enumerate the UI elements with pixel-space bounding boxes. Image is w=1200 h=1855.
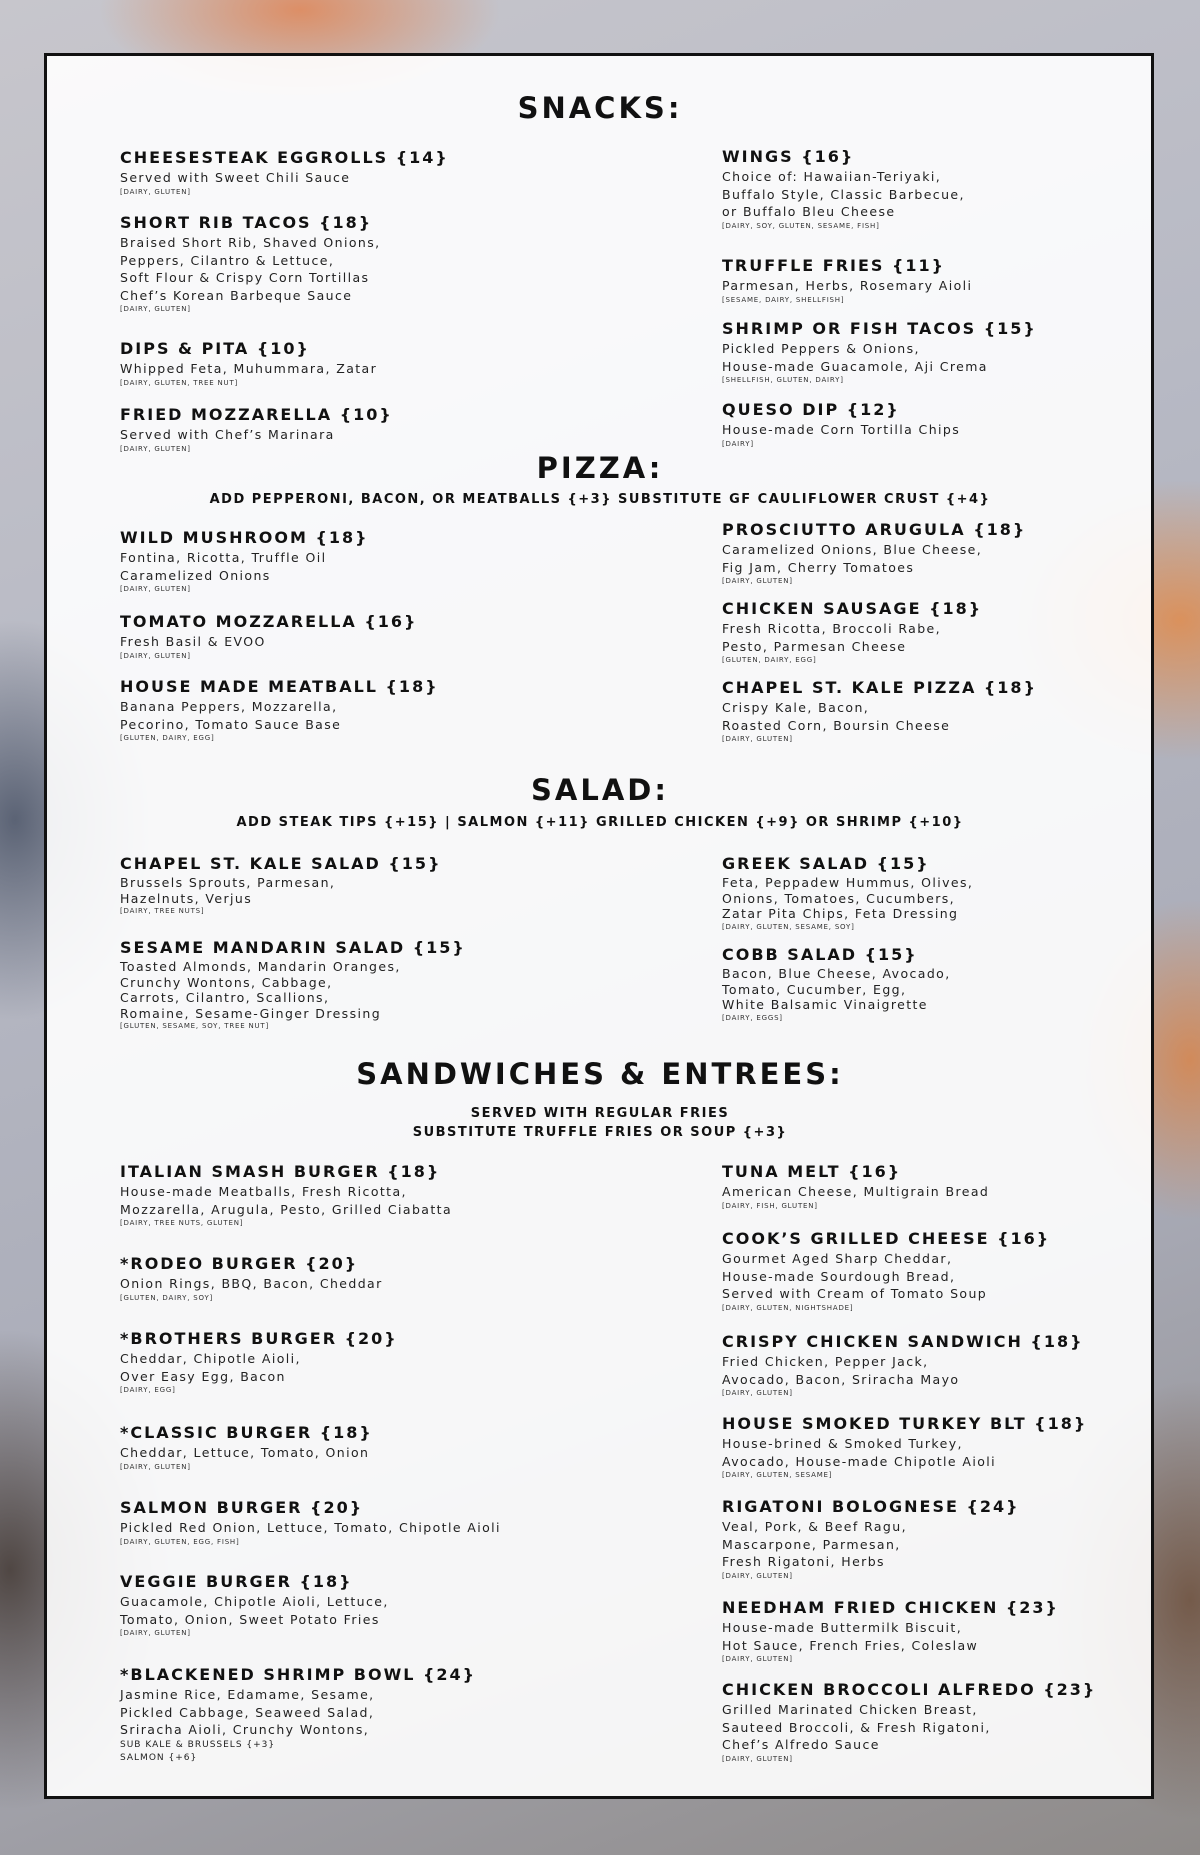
item-name: WINGS {16} [722, 147, 855, 166]
menu-item [120, 405, 393, 454]
item-name: VEGGIE BURGER {18} [120, 1572, 353, 1591]
allergen-tags: [DAIRY, GLUTEN] [722, 1655, 793, 1663]
item-name: SESAME MANDARIN SALAD {15} [120, 938, 466, 957]
allergen-tags: [DAIRY, TREE NUTS] [120, 907, 205, 915]
item-name: PROSCIUTTO ARUGULA {18} [722, 520, 1027, 539]
item-description: Whipped Feta, Muhummara, Zatar [120, 361, 378, 376]
allergen-tags: [SESAME, DAIRY, SHELLFISH] [722, 295, 845, 304]
menu-item [120, 612, 417, 661]
menu-item [722, 1414, 1087, 1480]
item-description: House-made Corn Tortilla Chips [722, 422, 961, 437]
item-description: Choice of: Hawaiian-Teriyaki, Buffalo Style, Classic Barbecue, or Buffalo Bleu Cheese [722, 169, 965, 219]
allergen-tags: [DAIRY, GLUTEN, TREE NUT] [120, 378, 239, 387]
item-name: TOMATO MOZZARELLA {16} [120, 612, 418, 631]
menu-item [120, 1665, 476, 1765]
menu-item [722, 678, 1037, 744]
item-name: TRUFFLE FRIES {11} [722, 256, 946, 275]
allergen-tags: [DAIRY, GLUTEN] [120, 1629, 191, 1637]
item-name: RIGATONI BOLOGNESE {24} [722, 1497, 1020, 1516]
item-description: Gourmet Aged Sharp Cheddar, House-made Sourdough Bread, Served with Cream of Tomato Soup [722, 1251, 988, 1301]
menu-item [722, 319, 1037, 385]
item-description: Brussels Sprouts, Parmesan, Hazelnuts, Verjus [120, 875, 336, 906]
allergen-tags: [DAIRY, SOY, GLUTEN, SESAME, FISH] [722, 221, 880, 230]
menu-item [120, 677, 439, 743]
item-name: NEEDHAM FRIED CHICKEN {23} [722, 1598, 1059, 1617]
menu-item [120, 528, 369, 594]
sandwiches-heading: SANDWICHES & ENTREES: [356, 1057, 844, 1091]
item-name: SHRIMP OR FISH TACOS {15} [722, 319, 1037, 338]
item-description: Banana Peppers, Mozzarella, Pecorino, Tomato Sauce Base [120, 699, 342, 732]
menu-item [120, 1329, 398, 1395]
menu-item [722, 945, 951, 1023]
item-addons: SUB KALE & BRUSSELS {+3} SALMON {+6} [120, 1739, 276, 1763]
allergen-tags: [DAIRY, GLUTEN] [722, 577, 793, 585]
allergen-tags: [DAIRY, FISH, GLUTEN] [722, 1201, 818, 1210]
allergen-tags: [DAIRY, GLUTEN] [120, 585, 191, 593]
sandwiches-subtitle: SERVED WITH REGULAR FRIES [470, 1106, 730, 1121]
item-description: Fresh Ricotta, Broccoli Rabe, Pesto, Parmesan Cheese [722, 621, 941, 654]
salad-heading: SALAD: [531, 773, 669, 807]
item-description: Feta, Peppadew Hummus, Olives, Onions, Tomatoes, Cucumbers, Zatar Pita Chips, Feta Dressing [722, 875, 974, 921]
allergen-tags: [DAIRY, TREE NUTS, GLUTEN] [120, 1219, 244, 1227]
item-name: COBB SALAD {15} [722, 945, 918, 964]
item-name: CHAPEL ST. KALE PIZZA {18} [722, 678, 1037, 697]
item-name: TUNA MELT {16} [722, 1162, 902, 1181]
item-name: WILD MUSHROOM {18} [120, 528, 369, 547]
item-description: Crispy Kale, Bacon, Roasted Corn, Boursin Cheese [722, 700, 951, 733]
item-name: *BROTHERS BURGER {20} [120, 1329, 398, 1348]
item-description: Caramelized Onions, Blue Cheese, Fig Jam, Cherry Tomatoes [722, 542, 983, 575]
allergen-tags: [DAIRY, EGGS] [722, 1013, 783, 1022]
allergen-tags: [GLUTEN, DAIRY, EGG] [120, 734, 215, 742]
item-description: Fresh Basil & EVOO [120, 634, 266, 649]
sandwiches-subtitle-2: SUBSTITUTE TRUFFLE FRIES OR SOUP {+3} [412, 1125, 788, 1140]
pizza-subtitle: ADD PEPPERONI, BACON, OR MEATBALLS {+3} SUBSTITUTE GF CAULIFLOWER CRUST {+4} [209, 492, 991, 507]
item-name: HOUSE MADE MEATBALL {18} [120, 677, 439, 696]
menu-item [722, 1332, 1083, 1398]
item-name: GREEK SALAD {15} [722, 854, 930, 873]
allergen-tags: [SHELLFISH, GLUTEN, DAIRY] [722, 376, 844, 384]
item-name: CRISPY CHICKEN SANDWICH {18} [722, 1332, 1084, 1351]
item-name: SALMON BURGER {20} [120, 1498, 364, 1517]
menu-item [722, 147, 965, 231]
allergen-tags: [DAIRY, GLUTEN] [722, 1389, 793, 1397]
allergen-tags: [GLUTEN, DAIRY, SOY] [120, 1293, 214, 1302]
item-name: SHORT RIB TACOS {18} [120, 213, 373, 232]
menu-item [722, 1229, 1050, 1313]
menu-item [722, 1162, 989, 1211]
item-description: Toasted Almonds, Mandarin Oranges, Crunchy Wontons, Cabbage, Carrots, Cilantro, Scallions, Romaine, Sesame-Ginger Dressing [120, 959, 401, 1021]
menu-item [120, 339, 377, 388]
menu-item [722, 1680, 1096, 1764]
item-description: American Cheese, Multigrain Bread [722, 1184, 990, 1199]
menu-item [722, 599, 982, 665]
allergen-tags: [DAIRY, GLUTEN, SESAME, SOY] [722, 922, 855, 931]
item-name: QUESO DIP {12} [722, 400, 900, 419]
item-description: Guacamole, Chipotle Aioli, Lettuce, Tomato, Onion, Sweet Potato Fries [120, 1594, 389, 1627]
allergen-tags: [DAIRY, GLUTEN] [722, 1571, 793, 1580]
allergen-tags: [GLUTEN, DAIRY, EGG] [722, 656, 817, 664]
item-name: DIPS & PITA {10} [120, 339, 310, 358]
menu-item [722, 1598, 1059, 1664]
item-description: Served with Chef’s Marinara [120, 427, 335, 442]
allergen-tags: [DAIRY, EGG] [120, 1386, 176, 1394]
menu-item [722, 854, 973, 932]
item-name: CHAPEL ST. KALE SALAD {15} [120, 854, 442, 873]
item-name: CHEESESTEAK EGGROLLS {14} [120, 148, 449, 167]
item-name: CHICKEN SAUSAGE {18} [722, 599, 983, 618]
pizza-heading: PIZZA: [536, 451, 664, 485]
allergen-tags: [DAIRY, GLUTEN, EGG, FISH] [120, 1537, 240, 1546]
menu-item [722, 400, 960, 449]
item-description: House-brined & Smoked Turkey, Avocado, House-made Chipotle Aioli [722, 1436, 997, 1469]
allergen-tags: [DAIRY, GLUTEN, NIGHTSHADE] [722, 1303, 854, 1312]
item-description: Onion Rings, BBQ, Bacon, Cheddar [120, 1276, 383, 1291]
menu-item [120, 1498, 501, 1547]
allergen-tags: [DAIRY, GLUTEN] [120, 187, 191, 196]
item-description: House-made Buttermilk Biscuit, Hot Sauce, French Fries, Coleslaw [722, 1620, 979, 1653]
allergen-tags: [GLUTEN, SESAME, SOY, TREE NUT] [120, 1022, 270, 1030]
snacks-heading: SNACKS: [517, 91, 683, 125]
item-description: Cheddar, Chipotle Aioli, Over Easy Egg, Bacon [120, 1351, 301, 1384]
menu-item [120, 213, 381, 314]
item-description: Braised Short Rib, Shaved Onions, Peppers, Cilantro & Lettuce, Soft Flour & Crispy Corn Tortillas Chef’s Korean Barbeque Sauce [120, 235, 381, 303]
menu-item [120, 1423, 373, 1472]
item-description: Pickled Red Onion, Lettuce, Tomato, Chipotle Aioli [120, 1520, 501, 1535]
item-name: *BLACKENED SHRIMP BOWL {24} [120, 1665, 477, 1684]
item-name: CHICKEN BROCCOLI ALFREDO {23} [722, 1680, 1097, 1699]
item-name: FRIED MOZZARELLA {10} [120, 405, 393, 424]
item-description: Bacon, Blue Cheese, Avocado, Tomato, Cucumber, Egg, White Balsamic Vinaigrette [722, 966, 951, 1012]
menu-item [120, 1162, 452, 1228]
allergen-tags: [DAIRY, GLUTEN, SESAME] [722, 1471, 833, 1479]
allergen-tags: [DAIRY, GLUTEN] [722, 735, 793, 743]
menu-item [120, 938, 466, 1031]
menu-item [120, 148, 449, 197]
menu-item [120, 854, 441, 916]
menu-item [120, 1254, 383, 1303]
item-description: Pickled Peppers & Onions, House-made Guacamole, Aji Crema [722, 341, 988, 374]
salad-subtitle: ADD STEAK TIPS {+15} | SALMON {+11} GRILLED CHICKEN {+9} OR SHRIMP {+10} [236, 815, 964, 830]
allergen-tags: [DAIRY] [722, 439, 754, 448]
item-name: *RODEO BURGER {20} [120, 1254, 359, 1273]
item-name: ITALIAN SMASH BURGER {18} [120, 1162, 441, 1181]
item-description: Fried Chicken, Pepper Jack, Avocado, Bacon, Sriracha Mayo [722, 1354, 960, 1387]
allergen-tags: [DAIRY, GLUTEN] [120, 1462, 191, 1471]
item-name: COOK’S GRILLED CHEESE {16} [722, 1229, 1051, 1248]
allergen-tags: [DAIRY, GLUTEN] [722, 1754, 793, 1763]
allergen-tags: [DAIRY, GLUTEN] [120, 305, 191, 313]
item-name: HOUSE SMOKED TURKEY BLT {18} [722, 1414, 1088, 1433]
item-description: House-made Meatballs, Fresh Ricotta, Mozzarella, Arugula, Pesto, Grilled Ciabatta [120, 1184, 453, 1217]
item-description: Fontina, Ricotta, Truffle Oil Caramelized Onions [120, 550, 327, 583]
menu-item [722, 1497, 1020, 1581]
item-description: Jasmine Rice, Edamame, Sesame, Pickled Cabbage, Seaweed Salad, Sriracha Aioli, Crunchy Wontons, [120, 1687, 375, 1737]
menu-item [120, 1572, 389, 1638]
menu-item [722, 520, 1026, 586]
allergen-tags: [DAIRY, GLUTEN] [120, 444, 191, 453]
item-description: Parmesan, Herbs, Rosemary Aioli [722, 278, 973, 293]
item-description: Veal, Pork, & Beef Ragu, Mascarpone, Parmesan, Fresh Rigatoni, Herbs [722, 1519, 907, 1569]
item-description: Grilled Marinated Chicken Breast, Sauteed Broccoli, & Fresh Rigatoni, Chef’s Alfredo Sauce [722, 1702, 991, 1752]
item-description: Cheddar, Lettuce, Tomato, Onion [120, 1445, 370, 1460]
item-description: Served with Sweet Chili Sauce [120, 170, 351, 185]
item-name: *CLASSIC BURGER {18} [120, 1423, 373, 1442]
menu-item [722, 256, 972, 305]
allergen-tags: [DAIRY, GLUTEN] [120, 651, 191, 660]
